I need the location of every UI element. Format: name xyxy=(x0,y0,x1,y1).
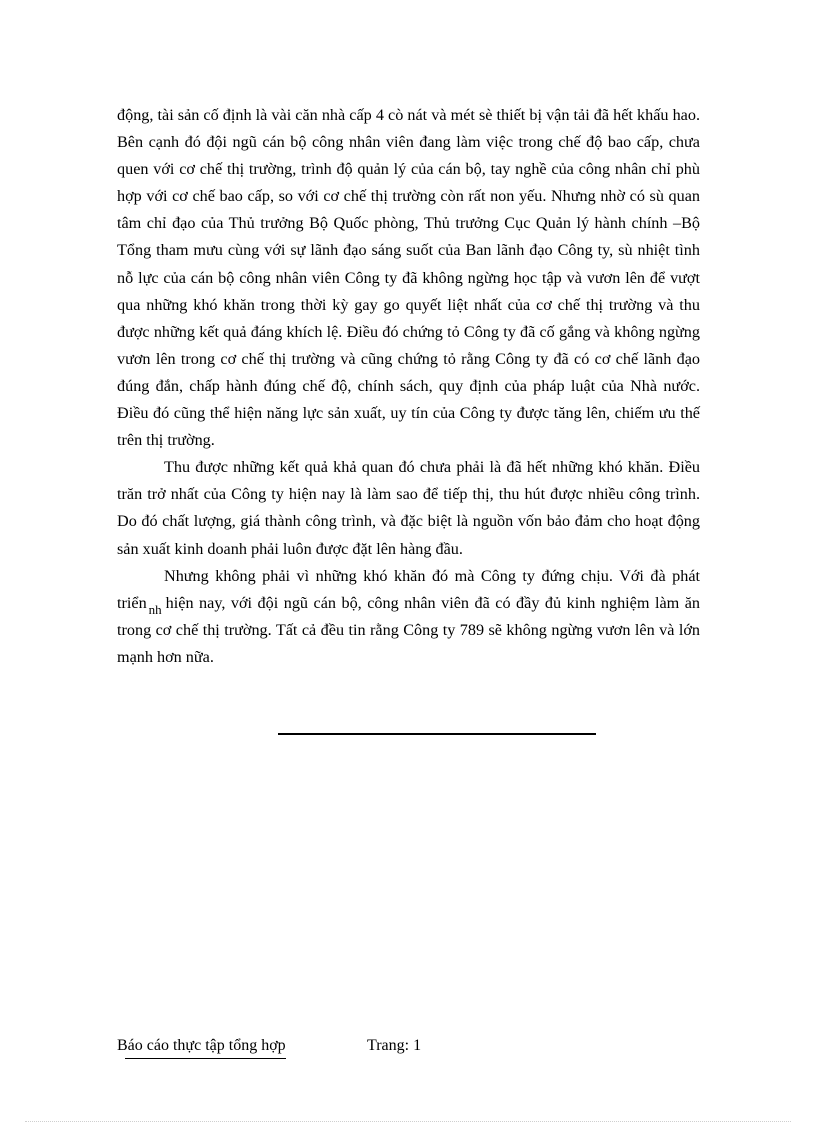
section-divider xyxy=(278,733,596,735)
paragraph-2: Thu được những kết quả khả quan đó chưa phải là đã hết những khó khăn. Điều trăn trở nhất của Công ty hiện nay là làm sao để tiếp thị, thu hút được nhiều công trình. Do đó chất lượng, giá thành công trình, và đặc biệt là nguồn vốn bảo đảm cho hoạt động sản xuất kinh doanh phải luôn được đặt lên hàng đầu. xyxy=(117,458,700,558)
paragraph-3-text-after: hiện nay, với đội ngũ cán bộ, công nhân viên đã có đầy đủ kinh nghiệm làm ăn trong cơ chế thị trường. Tất cả đều tin rằng Công ty 789 sẽ không ngừng vươn lên và lớn mạnh hơn nữa. xyxy=(117,593,700,666)
footer-page-number: Trang: 1 xyxy=(367,1037,422,1054)
paragraph-3-text-before: Nhưng không phải vì những khó khăn đó mà Công ty đứng chịu. Với đà phát triển xyxy=(117,566,700,612)
footer-title-underline xyxy=(125,1058,286,1059)
paragraph-1: động, tài sản cố định là vài căn nhà cấp 4 cò nát và mét sè thiết bị vận tải đã hết khấu hao. Bên cạnh đó đội ngũ cán bộ công nhân viên đang làm việc trong chế độ bao cấp, chưa quen với cơ chế thị trường, trình độ quản lý của cán bộ, tay nghề của công nhân chỉ phù hợp với cơ chế bao cấp, so với cơ chế thị trường còn rất non yếu. Nhưng nhờ có sù quan tâm chỉ đạo của Thủ trưởng Bộ Quốc phòng, Thủ trưởng Cục Quản lý hành chính –Bộ Tổng tham mưu cùng với sự lãnh đạo sáng suốt của Ban lãnh đạo Công ty, sù nhiệt tình nỗ lực của cán bộ công nhân viên Công ty đã không ngừng học tập và vươn lên để vượt qua những khó khăn trong thời kỳ gay go quyết liệt nhất của cơ chế thị trường và thu được những kết quả đáng khích lệ. Điều đó chứng tỏ Công ty đã cố gắng và không ngừng vươn lên trong cơ chế thị trường và cũng chứng tỏ rằng Công ty đã có cơ chế lãnh đạo đúng đắn, chấp hành đúng chế độ, chính sách, quy định của pháp luật của Nhà nước. Điều đó cũng thể hiện năng lực sản xuất, uy tín của Công ty được tăng lên, chiếm ưu thế trên thị trường. xyxy=(117,106,700,450)
paragraph-3-subscript: nh xyxy=(148,601,162,617)
page-bottom-border xyxy=(25,1121,791,1122)
paragraph-3 xyxy=(117,563,700,671)
page-footer xyxy=(117,1036,537,1062)
document-body xyxy=(117,102,700,671)
footer-title: Báo cáo thực tập tổng hợp xyxy=(117,1037,286,1054)
